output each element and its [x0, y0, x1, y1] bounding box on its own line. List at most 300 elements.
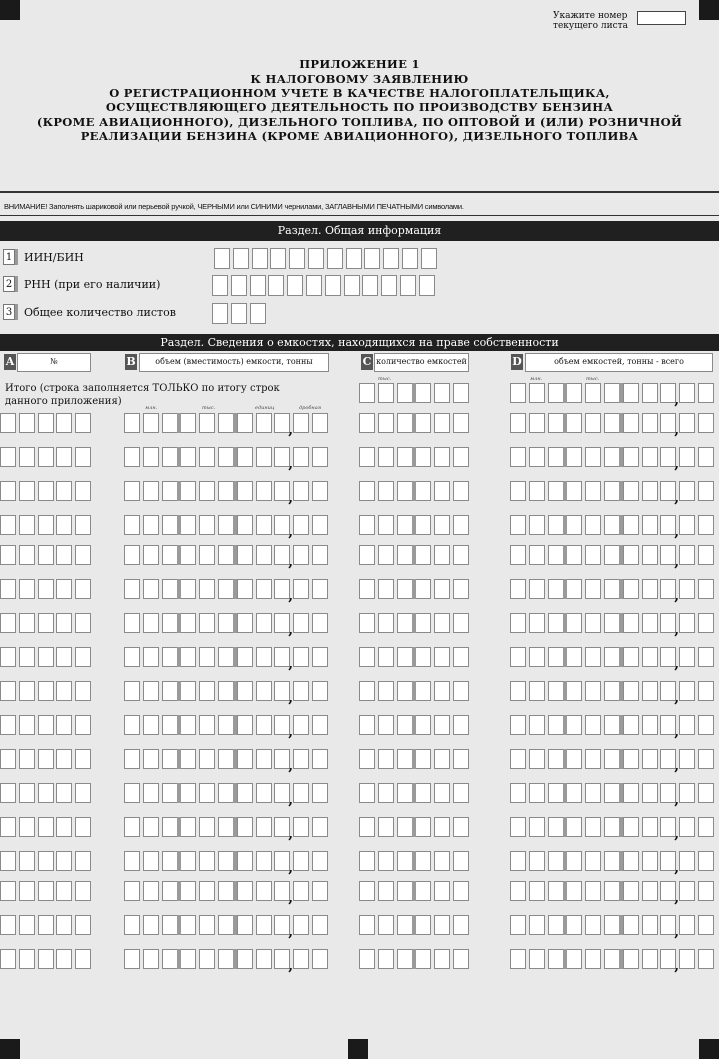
row-b-cell[interactable]: [199, 749, 215, 769]
total-cell[interactable]: [604, 383, 620, 403]
row-b-cell[interactable]: [162, 681, 178, 701]
row-b-cell[interactable]: [180, 613, 196, 633]
row-b-cell[interactable]: [162, 949, 178, 969]
row-b-cell[interactable]: [180, 647, 196, 667]
row-d-cell[interactable]: [623, 851, 639, 871]
row-d-cell[interactable]: [642, 413, 658, 433]
row-d-cell[interactable]: [529, 515, 545, 535]
row-d-cell[interactable]: [679, 715, 695, 735]
char-cell[interactable]: [250, 303, 266, 324]
row-a-cell[interactable]: [56, 915, 72, 935]
row-d-cell[interactable]: [585, 515, 601, 535]
row-d-cell[interactable]: [679, 613, 695, 633]
row-d-cell[interactable]: [529, 881, 545, 901]
char-cell[interactable]: [231, 303, 247, 324]
row-b-cell[interactable]: [143, 515, 159, 535]
row-d-cell[interactable]: [623, 481, 639, 501]
row-b-cell[interactable]: [312, 749, 328, 769]
row-b-cell[interactable]: [293, 515, 309, 535]
row-b-cell[interactable]: [199, 613, 215, 633]
row-c-cell[interactable]: [397, 915, 413, 935]
row-c-cell[interactable]: [397, 817, 413, 837]
row-b-cell[interactable]: [293, 579, 309, 599]
row-a-cell[interactable]: [56, 481, 72, 501]
row-b-cell[interactable]: [124, 681, 140, 701]
row-d-cell[interactable]: [510, 579, 526, 599]
row-d-cell[interactable]: [510, 515, 526, 535]
row-c-cell[interactable]: [378, 715, 394, 735]
row-b-cell[interactable]: [162, 783, 178, 803]
row-d-cell[interactable]: [698, 447, 714, 467]
row-b-cell[interactable]: [312, 915, 328, 935]
char-cell[interactable]: [233, 248, 249, 269]
row-b-cell[interactable]: [162, 715, 178, 735]
row-b-cell[interactable]: [124, 881, 140, 901]
char-cell[interactable]: [287, 275, 303, 296]
row-d-cell[interactable]: [566, 413, 582, 433]
row-d-cell[interactable]: [566, 949, 582, 969]
row-b-cell[interactable]: [143, 545, 159, 565]
row-d-cell[interactable]: [604, 817, 620, 837]
row-d-cell[interactable]: [566, 749, 582, 769]
row-d-cell[interactable]: [585, 481, 601, 501]
row-d-cell[interactable]: [604, 613, 620, 633]
row-a-cell[interactable]: [0, 481, 16, 501]
row-a-cell[interactable]: [0, 851, 16, 871]
row-c-cell[interactable]: [453, 949, 469, 969]
row-d-cell[interactable]: [623, 447, 639, 467]
row-b-cell[interactable]: [256, 481, 272, 501]
row-a-cell[interactable]: [0, 715, 16, 735]
char-cell[interactable]: [364, 248, 380, 269]
row-d-cell[interactable]: [566, 715, 582, 735]
row-c-cell[interactable]: [359, 515, 375, 535]
row-b-cell[interactable]: [312, 579, 328, 599]
total-cell[interactable]: [642, 383, 658, 403]
row-b-cell[interactable]: [218, 413, 234, 433]
row-b-cell[interactable]: [218, 915, 234, 935]
row-a-cell[interactable]: [0, 749, 16, 769]
row-a-cell[interactable]: [0, 881, 16, 901]
row-c-cell[interactable]: [415, 783, 431, 803]
row-c-cell[interactable]: [397, 413, 413, 433]
row-d-cell[interactable]: [642, 949, 658, 969]
row-a-cell[interactable]: [75, 413, 91, 433]
row-c-cell[interactable]: [359, 749, 375, 769]
row-c-cell[interactable]: [415, 749, 431, 769]
row-c-cell[interactable]: [453, 613, 469, 633]
row-b-cell[interactable]: [180, 413, 196, 433]
row-c-cell[interactable]: [397, 447, 413, 467]
row-c-cell[interactable]: [453, 545, 469, 565]
row-a-cell[interactable]: [0, 783, 16, 803]
row-b-cell[interactable]: [143, 413, 159, 433]
row-b-cell[interactable]: [237, 749, 253, 769]
row-c-cell[interactable]: [453, 413, 469, 433]
char-cell[interactable]: [381, 275, 397, 296]
row-b-cell[interactable]: [162, 881, 178, 901]
char-cell[interactable]: [270, 248, 286, 269]
row-c-cell[interactable]: [434, 949, 450, 969]
row-a-cell[interactable]: [56, 647, 72, 667]
row-a-cell[interactable]: [56, 881, 72, 901]
row-b-cell[interactable]: [218, 647, 234, 667]
row-d-cell[interactable]: [585, 817, 601, 837]
row-b-cell[interactable]: [237, 881, 253, 901]
row-d-cell[interactable]: [642, 545, 658, 565]
row-b-cell[interactable]: [256, 515, 272, 535]
row-b-cell[interactable]: [312, 545, 328, 565]
row-b-cell[interactable]: [199, 545, 215, 565]
row-d-cell[interactable]: [548, 949, 564, 969]
row-b-cell[interactable]: [180, 579, 196, 599]
row-b-cell[interactable]: [312, 851, 328, 871]
char-cell[interactable]: [325, 275, 341, 296]
row-d-cell[interactable]: [642, 749, 658, 769]
row-c-cell[interactable]: [434, 715, 450, 735]
row-a-cell[interactable]: [19, 447, 35, 467]
row-c-cell[interactable]: [415, 545, 431, 565]
row-b-cell[interactable]: [199, 949, 215, 969]
char-cell[interactable]: [419, 275, 435, 296]
char-cell[interactable]: [402, 248, 418, 269]
row-d-cell[interactable]: [585, 881, 601, 901]
row-b-cell[interactable]: [124, 783, 140, 803]
row-d-cell[interactable]: [566, 915, 582, 935]
row-d-cell[interactable]: [623, 515, 639, 535]
row-b-cell[interactable]: [162, 915, 178, 935]
row-d-cell[interactable]: [623, 613, 639, 633]
row-a-cell[interactable]: [75, 949, 91, 969]
row-a-cell[interactable]: [75, 783, 91, 803]
row-b-cell[interactable]: [162, 515, 178, 535]
row-d-cell[interactable]: [679, 881, 695, 901]
row-b-cell[interactable]: [237, 681, 253, 701]
row-d-cell[interactable]: [548, 915, 564, 935]
total-cell[interactable]: [453, 383, 469, 403]
row-d-cell[interactable]: [623, 915, 639, 935]
row-a-cell[interactable]: [38, 515, 54, 535]
row-a-cell[interactable]: [56, 749, 72, 769]
row-d-cell[interactable]: [623, 647, 639, 667]
row-a-cell[interactable]: [0, 515, 16, 535]
row-c-cell[interactable]: [453, 817, 469, 837]
row-b-cell[interactable]: [293, 413, 309, 433]
row-b-cell[interactable]: [237, 783, 253, 803]
char-cell[interactable]: [214, 248, 230, 269]
row-b-cell[interactable]: [162, 413, 178, 433]
row-c-cell[interactable]: [359, 647, 375, 667]
row-a-cell[interactable]: [19, 715, 35, 735]
row-a-cell[interactable]: [19, 851, 35, 871]
row-d-cell[interactable]: [510, 749, 526, 769]
row-c-cell[interactable]: [397, 783, 413, 803]
row-b-cell[interactable]: [124, 413, 140, 433]
row-b-cell[interactable]: [312, 949, 328, 969]
char-cell[interactable]: [344, 275, 360, 296]
row-b-cell[interactable]: [293, 881, 309, 901]
row-d-cell[interactable]: [585, 681, 601, 701]
row-d-cell[interactable]: [566, 881, 582, 901]
row-d-cell[interactable]: [679, 515, 695, 535]
row-d-cell[interactable]: [548, 647, 564, 667]
row-b-cell[interactable]: [237, 545, 253, 565]
row-d-cell[interactable]: [698, 915, 714, 935]
row-b-cell[interactable]: [256, 447, 272, 467]
row-b-cell[interactable]: [293, 447, 309, 467]
row-d-cell[interactable]: [548, 413, 564, 433]
total-cell[interactable]: [585, 383, 601, 403]
row-a-cell[interactable]: [19, 749, 35, 769]
row-b-cell[interactable]: [162, 579, 178, 599]
row-d-cell[interactable]: [642, 851, 658, 871]
row-b-cell[interactable]: [162, 481, 178, 501]
row-d-cell[interactable]: [510, 715, 526, 735]
row-a-cell[interactable]: [56, 783, 72, 803]
row-b-cell[interactable]: [218, 881, 234, 901]
row-b-cell[interactable]: [143, 817, 159, 837]
row-d-cell[interactable]: [679, 481, 695, 501]
row-b-cell[interactable]: [312, 413, 328, 433]
row-d-cell[interactable]: [548, 881, 564, 901]
row-a-cell[interactable]: [38, 647, 54, 667]
row-c-cell[interactable]: [453, 915, 469, 935]
char-cell[interactable]: [268, 275, 284, 296]
row-c-cell[interactable]: [453, 783, 469, 803]
row-c-cell[interactable]: [453, 579, 469, 599]
row-d-cell[interactable]: [698, 681, 714, 701]
row-d-cell[interactable]: [604, 915, 620, 935]
char-cell[interactable]: [231, 275, 247, 296]
row-d-cell[interactable]: [585, 749, 601, 769]
row-b-cell[interactable]: [199, 447, 215, 467]
row-c-cell[interactable]: [397, 851, 413, 871]
row-a-cell[interactable]: [75, 817, 91, 837]
row-d-cell[interactable]: [642, 515, 658, 535]
row-b-cell[interactable]: [256, 817, 272, 837]
row-d-cell[interactable]: [510, 881, 526, 901]
row-d-cell[interactable]: [698, 647, 714, 667]
row-c-cell[interactable]: [359, 949, 375, 969]
row-b-cell[interactable]: [143, 647, 159, 667]
row-c-cell[interactable]: [359, 783, 375, 803]
row-b-cell[interactable]: [293, 715, 309, 735]
row-d-cell[interactable]: [585, 447, 601, 467]
row-a-cell[interactable]: [0, 647, 16, 667]
row-c-cell[interactable]: [359, 481, 375, 501]
row-b-cell[interactable]: [312, 881, 328, 901]
row-a-cell[interactable]: [19, 545, 35, 565]
row-c-cell[interactable]: [415, 515, 431, 535]
row-d-cell[interactable]: [529, 915, 545, 935]
row-a-cell[interactable]: [19, 783, 35, 803]
row-b-cell[interactable]: [199, 715, 215, 735]
row-b-cell[interactable]: [218, 545, 234, 565]
row-b-cell[interactable]: [218, 613, 234, 633]
row-d-cell[interactable]: [623, 881, 639, 901]
row-d-cell[interactable]: [642, 817, 658, 837]
row-b-cell[interactable]: [218, 715, 234, 735]
char-cell[interactable]: [252, 248, 268, 269]
char-cell[interactable]: [212, 275, 228, 296]
row-c-cell[interactable]: [378, 481, 394, 501]
row-b-cell[interactable]: [256, 915, 272, 935]
row-d-cell[interactable]: [510, 545, 526, 565]
row-c-cell[interactable]: [359, 881, 375, 901]
row-d-cell[interactable]: [698, 515, 714, 535]
row-a-cell[interactable]: [0, 817, 16, 837]
row-b-cell[interactable]: [162, 447, 178, 467]
row-d-cell[interactable]: [529, 481, 545, 501]
row-d-cell[interactable]: [604, 681, 620, 701]
row-d-cell[interactable]: [585, 851, 601, 871]
row-a-cell[interactable]: [38, 783, 54, 803]
row-c-cell[interactable]: [378, 749, 394, 769]
row-b-cell[interactable]: [218, 783, 234, 803]
row-d-cell[interactable]: [548, 715, 564, 735]
row-b-cell[interactable]: [124, 915, 140, 935]
row-d-cell[interactable]: [566, 851, 582, 871]
row-a-cell[interactable]: [75, 749, 91, 769]
row-b-cell[interactable]: [143, 447, 159, 467]
row-a-cell[interactable]: [56, 413, 72, 433]
row-b-cell[interactable]: [256, 613, 272, 633]
row-a-cell[interactable]: [56, 715, 72, 735]
row-d-cell[interactable]: [623, 579, 639, 599]
row-b-cell[interactable]: [237, 647, 253, 667]
row-b-cell[interactable]: [143, 715, 159, 735]
row-c-cell[interactable]: [359, 681, 375, 701]
row-a-cell[interactable]: [38, 949, 54, 969]
row-a-cell[interactable]: [38, 481, 54, 501]
row-a-cell[interactable]: [75, 915, 91, 935]
row-d-cell[interactable]: [566, 783, 582, 803]
row-d-cell[interactable]: [529, 613, 545, 633]
row-b-cell[interactable]: [237, 481, 253, 501]
row-c-cell[interactable]: [359, 715, 375, 735]
row-b-cell[interactable]: [256, 413, 272, 433]
row-a-cell[interactable]: [56, 949, 72, 969]
row-b-cell[interactable]: [293, 613, 309, 633]
row-d-cell[interactable]: [604, 579, 620, 599]
row-d-cell[interactable]: [529, 647, 545, 667]
row-b-cell[interactable]: [162, 613, 178, 633]
row-c-cell[interactable]: [359, 579, 375, 599]
row-b-cell[interactable]: [199, 481, 215, 501]
row-d-cell[interactable]: [679, 647, 695, 667]
row-c-cell[interactable]: [434, 647, 450, 667]
total-cell[interactable]: [415, 383, 431, 403]
row-a-cell[interactable]: [19, 647, 35, 667]
total-cell[interactable]: [679, 383, 695, 403]
row-a-cell[interactable]: [56, 515, 72, 535]
row-c-cell[interactable]: [359, 817, 375, 837]
row-c-cell[interactable]: [378, 681, 394, 701]
row-d-cell[interactable]: [548, 613, 564, 633]
row-a-cell[interactable]: [19, 613, 35, 633]
row-d-cell[interactable]: [510, 817, 526, 837]
row-b-cell[interactable]: [180, 545, 196, 565]
row-d-cell[interactable]: [585, 579, 601, 599]
row-d-cell[interactable]: [604, 949, 620, 969]
row-d-cell[interactable]: [642, 579, 658, 599]
row-d-cell[interactable]: [604, 783, 620, 803]
row-b-cell[interactable]: [162, 851, 178, 871]
row-d-cell[interactable]: [679, 545, 695, 565]
row-d-cell[interactable]: [604, 481, 620, 501]
row-d-cell[interactable]: [566, 579, 582, 599]
row-b-cell[interactable]: [199, 681, 215, 701]
row-b-cell[interactable]: [124, 515, 140, 535]
row-c-cell[interactable]: [378, 783, 394, 803]
row-c-cell[interactable]: [359, 545, 375, 565]
row-a-cell[interactable]: [0, 613, 16, 633]
row-b-cell[interactable]: [162, 545, 178, 565]
row-c-cell[interactable]: [397, 545, 413, 565]
row-a-cell[interactable]: [56, 545, 72, 565]
row-c-cell[interactable]: [415, 413, 431, 433]
row-b-cell[interactable]: [143, 881, 159, 901]
row-d-cell[interactable]: [604, 715, 620, 735]
row-d-cell[interactable]: [623, 681, 639, 701]
row-d-cell[interactable]: [529, 851, 545, 871]
row-a-cell[interactable]: [19, 413, 35, 433]
row-d-cell[interactable]: [566, 647, 582, 667]
row-a-cell[interactable]: [56, 817, 72, 837]
row-d-cell[interactable]: [623, 715, 639, 735]
row-b-cell[interactable]: [199, 881, 215, 901]
row-d-cell[interactable]: [529, 545, 545, 565]
total-cell[interactable]: [548, 383, 564, 403]
row-c-cell[interactable]: [453, 851, 469, 871]
row-d-cell[interactable]: [510, 647, 526, 667]
row-b-cell[interactable]: [312, 783, 328, 803]
row-c-cell[interactable]: [397, 681, 413, 701]
row-b-cell[interactable]: [312, 515, 328, 535]
row-c-cell[interactable]: [359, 613, 375, 633]
row-b-cell[interactable]: [180, 817, 196, 837]
row-d-cell[interactable]: [679, 851, 695, 871]
row-a-cell[interactable]: [0, 681, 16, 701]
row-c-cell[interactable]: [397, 613, 413, 633]
row-a-cell[interactable]: [0, 579, 16, 599]
row-d-cell[interactable]: [585, 915, 601, 935]
row-d-cell[interactable]: [510, 681, 526, 701]
row-d-cell[interactable]: [510, 851, 526, 871]
row-a-cell[interactable]: [38, 915, 54, 935]
row-d-cell[interactable]: [566, 447, 582, 467]
row-d-cell[interactable]: [548, 579, 564, 599]
row-d-cell[interactable]: [566, 481, 582, 501]
row-c-cell[interactable]: [434, 447, 450, 467]
row-a-cell[interactable]: [38, 715, 54, 735]
row-a-cell[interactable]: [38, 545, 54, 565]
row-c-cell[interactable]: [415, 613, 431, 633]
row-b-cell[interactable]: [256, 715, 272, 735]
row-c-cell[interactable]: [397, 579, 413, 599]
row-b-cell[interactable]: [312, 817, 328, 837]
row-b-cell[interactable]: [180, 681, 196, 701]
row-d-cell[interactable]: [642, 481, 658, 501]
row-c-cell[interactable]: [415, 881, 431, 901]
row-c-cell[interactable]: [434, 915, 450, 935]
row-b-cell[interactable]: [237, 851, 253, 871]
row-d-cell[interactable]: [585, 783, 601, 803]
row-c-cell[interactable]: [434, 481, 450, 501]
row-d-cell[interactable]: [698, 413, 714, 433]
row-d-cell[interactable]: [642, 915, 658, 935]
row-c-cell[interactable]: [397, 647, 413, 667]
